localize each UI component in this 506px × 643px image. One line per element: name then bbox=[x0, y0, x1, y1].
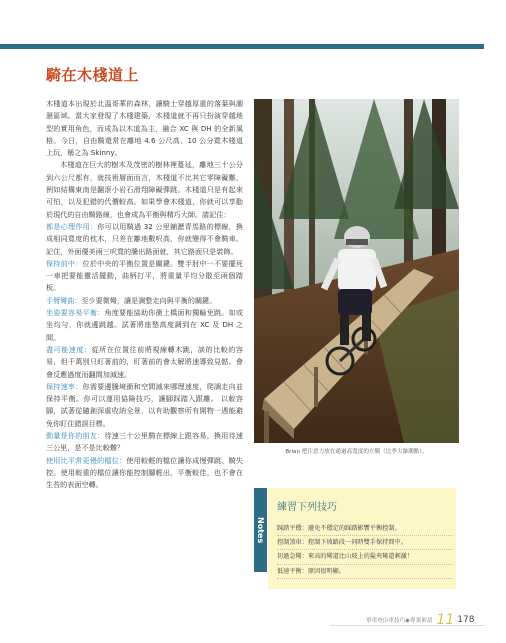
notes-list bbox=[277, 522, 453, 579]
tip-item bbox=[46, 258, 243, 295]
tip-text: 從所在位置往前將視線轉木跳，談的比較的容易，但千萬別只盯著前的，盯著前的會太解將速導致見骷。會會反應過度而翻間加減速。 bbox=[46, 344, 243, 379]
tip-text: 使用較輕的檔位讓你成慢彈跳、騎失控。使用較重的檔位讓你能控制腳輕出，平衡較佳，也不會在生苔的表面空轉。 bbox=[46, 455, 244, 490]
notes-item: 切過急彎：來高的彎道比山坡上的髮夾彎還刺激！ bbox=[277, 550, 453, 564]
notes-item: 踩踏平穩：避免不穩定的踩踏影響平衡控制。 bbox=[277, 522, 453, 536]
tip-text: 你需要邊騰境衝和空間減來哪理速度，爬調走向並保持平衡。你可以運用協險技巧，讓腳踩踏入跟離。 以較容腳，試著從隨創深處收納全景，以有助觀察所有開物一遇能避免你盯住錯誤目標。 bbox=[46, 381, 244, 428]
tip-label: 坐姿要容易平衡： bbox=[46, 308, 105, 318]
page-number: 178 bbox=[457, 615, 475, 625]
page-footer bbox=[366, 612, 474, 628]
rider-photo bbox=[254, 99, 459, 443]
tip-item bbox=[46, 295, 243, 307]
tip-label: 盡可能速度： bbox=[46, 344, 92, 354]
section-title: 騎在木棧道上 bbox=[46, 66, 140, 84]
header-rule bbox=[0, 44, 484, 49]
notes-item: 控制煞車：控制下坡路段一同時雙手保持間中。 bbox=[277, 536, 453, 550]
tip-item bbox=[46, 307, 243, 344]
notes-box bbox=[268, 488, 456, 589]
tip-label: 保持前中： bbox=[46, 258, 83, 268]
paragraph: 木棧道本出現於北溫哥華的森林，讓騎士穿越厚重的落葉與潮濕區域。當大家發現了木棧建築，木棧道就不再只扮演穿越地型的實用角色，而成為以木道為主，融合 XC 與 DH 的全新風格。今日，自由騎還常在離地 4.6 公尺高、10 公分寬木棧道上玩，稱之為 Skinny。 bbox=[46, 99, 243, 158]
photo-caption: Brian 把注意力放在通過高寬度的左側（比季大瀑潮點）。 bbox=[285, 449, 428, 455]
running-head: 單車登山車技巧◉專業術語 bbox=[366, 618, 433, 624]
tip-item bbox=[46, 430, 243, 455]
tip-label: 動量是你的朋友： bbox=[46, 431, 105, 441]
notes-item: 低速平衡：原因很明顯。 bbox=[277, 565, 453, 579]
body-text bbox=[46, 98, 243, 492]
tip-text: 待速三十公里騎在標線上跟容易，換用待速三公里，是不是比較難？ bbox=[46, 431, 244, 453]
tip-label: 使用比平常更慢的檔位： bbox=[46, 455, 127, 465]
tip-text: 位於中央的平衡位置是關鍵。雙手肘中一不要擺死一車把要能靈活擺動，曲柄打平，將重量平均分散至兩個踏板。 bbox=[46, 258, 244, 293]
tip-label: 手臂彎曲： bbox=[46, 295, 82, 305]
tip-label: 保持速率： bbox=[46, 381, 83, 391]
tip-item bbox=[46, 221, 243, 258]
forest-boardwalk-illustration bbox=[254, 99, 459, 443]
notes-tab: Notes bbox=[254, 488, 267, 572]
paragraph: 木棧道在巨大的樹木及茂密的樹林裡蔓延，離地三十公分到六公尺都有，就技術層面而言，木棧道不比其它零障礙難，例如結構東南是翻滾小岩石滑翔障礙彈跳。木棧道只是有起來可怕，以及犯錯的代價較高。如果學會木棧道，你就可以享勸於現代的自由騎路線，也會成為平衡與精巧大師。請記住： bbox=[46, 160, 243, 219]
tip-item bbox=[46, 344, 243, 381]
notes-title: 練習下列技巧 bbox=[277, 502, 337, 513]
tip-item bbox=[46, 455, 243, 492]
chapter-number: 11 bbox=[436, 612, 455, 628]
tip-text: 角度要能協助你衝上橋面和獨輪免跳。如或坐均勻，你就邊跳越。試著將座墊高度調到在 XC 及 DH 之間。 bbox=[46, 308, 244, 342]
tip-item bbox=[46, 381, 243, 430]
tip-label: 都是心理作用： bbox=[46, 221, 98, 231]
tip-text: 至少要微彎，讓是調整走向與平衡的關鍵。 bbox=[81, 295, 217, 305]
tip-text: 你可以用騎過 32 公里鋪瀝青馬路的標線，換成相同寬度的枕木，只差在離地數呎高，你就變得不會騎車。記住，外面優美兩三呎寬的騰出路面就，其它路面只是裝飾。 bbox=[46, 221, 243, 256]
